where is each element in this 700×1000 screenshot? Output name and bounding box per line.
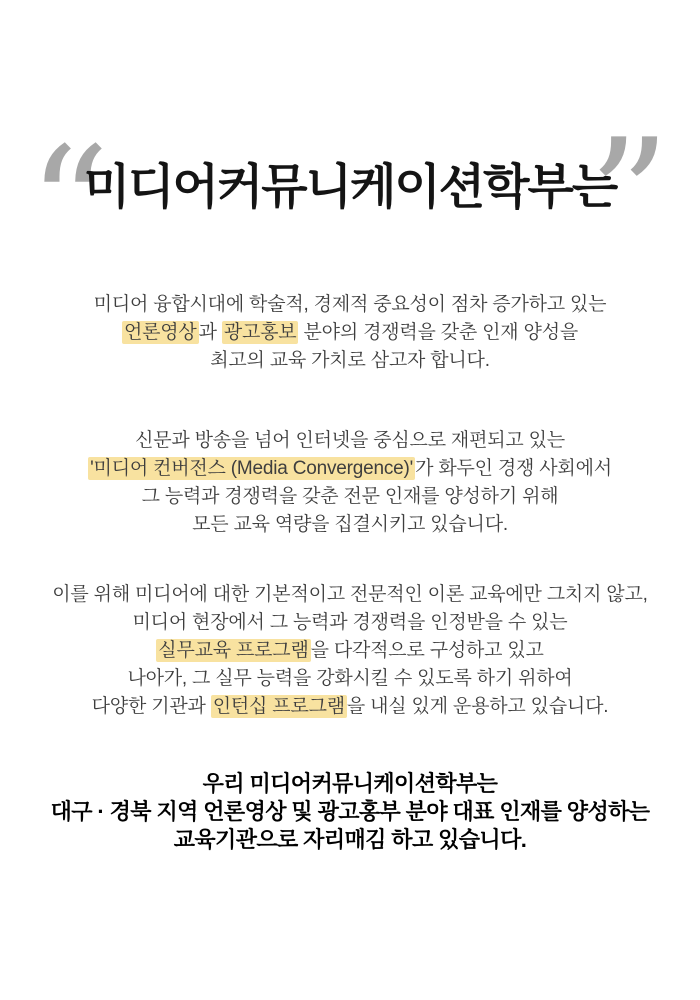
paragraph-practice: [0, 581, 700, 721]
text-line: [0, 609, 700, 637]
text-segment: 미디어 현장에서 그 능력과 경쟁력을 인정받을 수 있는: [132, 612, 568, 633]
footer-line: 교육기관으로 자리매김 하고 있습니다.: [173, 827, 527, 852]
page-title: 미디어커뮤니케이션학부는: [83, 161, 617, 214]
text-segment: 모든 교육 역량을 집결시키고 있습니다.: [192, 514, 508, 535]
text-segment: 분야의 경쟁력을 갖춘 인재 양성을: [298, 322, 579, 343]
footer-statement: [0, 770, 700, 854]
text-segment: 나아가, 그 실무 능력을 강화시킬 수 있도록 하기 위하여: [127, 668, 573, 689]
text-line: [0, 455, 700, 483]
text-segment: 을 다각적으로 구성하고 있고: [310, 640, 544, 661]
text-segment: 신문과 방송을 넘어 인터넷을 중심으로 재편되고 있는: [135, 430, 565, 451]
text-line: [0, 483, 700, 511]
highlighted-text: 실무교육 프로그램: [158, 640, 309, 661]
text-segment: 이를 위해 미디어에 대한 기본적이고 전문적인 이론 교육에만 그치지 않고,: [52, 584, 648, 605]
highlighted-text: '미디어 컨버전스 (Media Convergence)': [90, 458, 414, 479]
text-segment: 가 화두인 경쟁 사회에서: [415, 458, 612, 479]
highlighted-text: 언론영상: [123, 322, 197, 343]
text-line: [0, 427, 700, 455]
text-line: [0, 319, 700, 347]
text-line: [0, 693, 700, 721]
text-line: [0, 581, 700, 609]
text-line: [0, 637, 700, 665]
text-line: [0, 347, 700, 375]
footer-line: 우리 미디어커뮤니케이션학부는: [202, 771, 498, 796]
text-segment: 과: [198, 322, 222, 343]
close-quote-icon: ”: [588, 104, 670, 291]
text-segment: 을 내실 있게 운용하고 있습니다.: [346, 696, 609, 717]
paragraph-convergence: [0, 427, 700, 539]
paragraph-intro: [0, 291, 700, 375]
text-segment: 최고의 교육 가치로 삼고자 합니다.: [210, 350, 490, 371]
highlighted-text: 인턴십 프로그램: [212, 696, 345, 717]
text-segment: 그 능력과 경쟁력을 갖춘 전문 인재를 양성하기 위해: [141, 486, 559, 507]
text-line: [0, 291, 700, 319]
text-line: [0, 511, 700, 539]
text-segment: 다양한 기관과: [91, 696, 211, 717]
open-quote-icon: “: [28, 112, 110, 299]
footer-line: 대구 · 경북 지역 언론영상 및 광고홍부 분야 대표 인재를 양성하는: [50, 799, 650, 824]
highlighted-text: 광고홍보: [223, 322, 297, 343]
text-segment: 미디어 융합시대에 학술적, 경제적 중요성이 점차 증가하고 있는: [93, 294, 607, 315]
text-line: [0, 665, 700, 693]
